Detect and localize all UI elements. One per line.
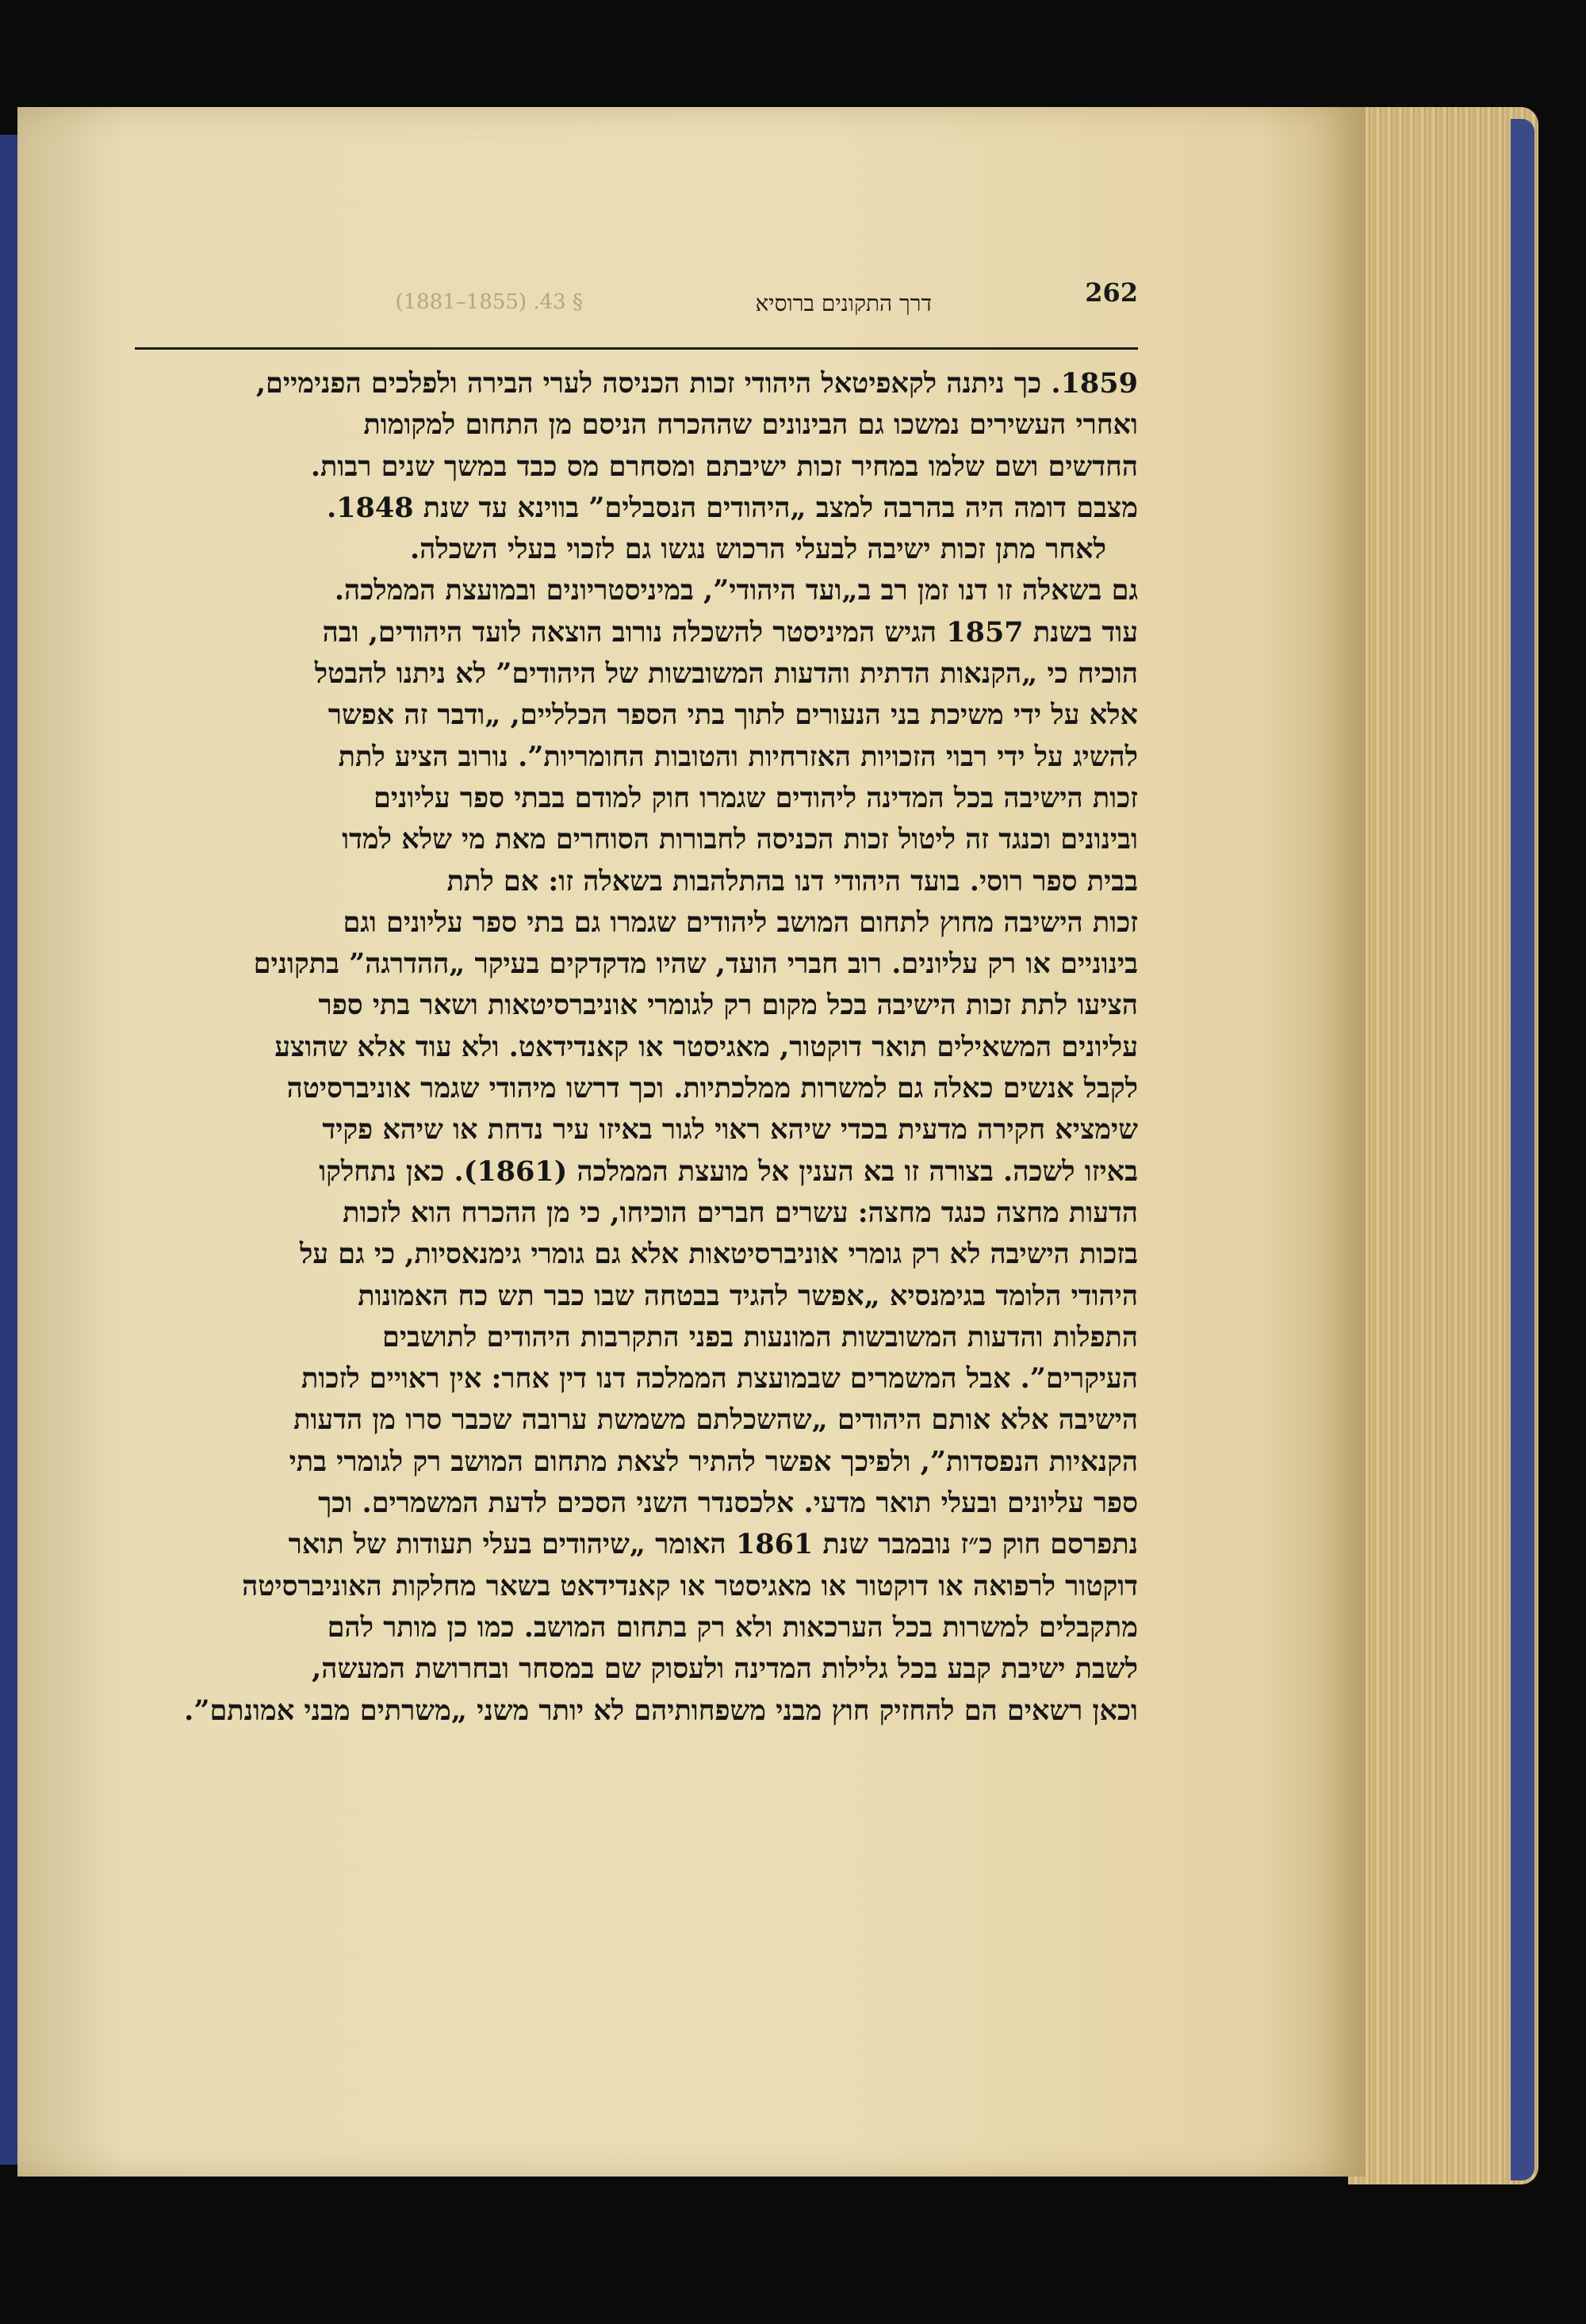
page-edges bbox=[1348, 107, 1538, 2184]
text-line: לאחר מתן זכות ישיבה לבעלי הרכוש נגשו גם לזכוי בעלי השכלה. bbox=[409, 533, 1106, 566]
text-line: לקבל אנשים כאלה גם למשרות ממלכתיות. וכך דרשו מיהודי שגמר אוניברסיטה bbox=[286, 1072, 1138, 1105]
text-line: מתקבלים למשרות בכל הערכאות ולא רק בתחום המושב. כמו כן מותר להם bbox=[327, 1610, 1138, 1644]
text-line: שימציא חקירה מדעית בכדי שיהא ראוי לגור באיזו עיר נדחת או שיהא פקיד bbox=[322, 1113, 1138, 1147]
page-header bbox=[135, 278, 1138, 325]
text-line: מצבם דומה היה בהרבה למצב „היהודים הנסבלים” בווינא עד שנת 1848. bbox=[326, 491, 1138, 524]
text-line: ובינונים וכנגד זה ליטול זכות הכניסה לחבורות הסוחרים מאת מי שלא למדו bbox=[342, 823, 1138, 856]
text-line: עליונים המשאילים תואר דוקטור, מאגיסטר או קאנדידאט. ולא עוד אלא שהוצע bbox=[274, 1030, 1138, 1063]
book-cover-left bbox=[0, 135, 17, 2165]
text-line: בזכות הישיבה לא רק גומרי אוניברסיטאות אלא גם גומרי גימנאסיות, כי גם על bbox=[299, 1238, 1138, 1271]
text-line: 1859. כך ניתנה לקאפיטאל היהודי זכות הכניסה לערי הבירה ולפלכים הפנימיים, bbox=[255, 367, 1138, 400]
text-line: בינוניים או רק עליונים. רוב חברי הועד, שהיו מדקדקים בעיקר „ההדרגה” בתקונים bbox=[253, 948, 1138, 981]
body-text bbox=[155, 363, 1138, 1732]
page-number: 262 bbox=[1085, 278, 1138, 308]
text-line: להשיג על ידי רבוי הזכויות האזרחיות והטובות החומריות”. נורוב הציע לתת bbox=[338, 740, 1138, 773]
book-cover-right bbox=[1511, 119, 1534, 2180]
text-line: הקנאיות הנפסדות”, ולפיכך אפשר להתיר לצאת מתחום המושב רק לגומרי בתי bbox=[289, 1445, 1138, 1478]
text-line: נתפרסם חוק כ״ז נובמבר שנת 1861 האומר „שיהודים בעלי תעודות של תואר bbox=[288, 1528, 1138, 1561]
text-line: ספר עליונים ובעלי תואר מדעי. אלכסנדר השני הסכים לדעת המשמרים. וכך bbox=[318, 1487, 1138, 1520]
text-line: באיזו לשכה. בצורה זו בא הענין אל מועצת הממלכה (1861). כאן נתחלקו bbox=[319, 1154, 1138, 1188]
text-line: אלא על ידי משיכת בני הנעורים לתוך בתי הספר הכלליים, „ודבר זה אפשר bbox=[328, 699, 1138, 732]
text-line: ואחרי העשירים נמשכו גם הבינונים שההכרח הניסם מן התחום למקומות bbox=[363, 408, 1138, 442]
text-line: עוד בשנת 1857 הגיש המיניסטר להשכלה נורוב הוצאה לועד היהודים, ובה bbox=[322, 615, 1138, 649]
text-line: וכאן רשאים הם להחזיק חוץ מבני משפחותיהם לא יותר משני „משרתים מבני אמונתם”. bbox=[184, 1694, 1138, 1727]
text-line: החדשים ושם שלמו במחיר זכות ישיבתם ומסחרם מס כבד במשך שנים רבות. bbox=[310, 450, 1138, 483]
text-line: דוקטור לרפואה או דוקטור או מאגיסטר או קאנדידאט בשאר מחלקות האוניברסיטה bbox=[242, 1569, 1138, 1602]
text-line: זכות הישיבה בכל המדינה ליהודים שגמרו חוק למודם בבתי ספר עליונים bbox=[373, 781, 1138, 814]
header-rule bbox=[135, 347, 1138, 350]
show-through-text: (1881–1855) .43 § bbox=[395, 290, 583, 314]
running-head: דרך התקונים ברוסיא bbox=[755, 290, 932, 316]
text-line: הציעו לתת זכות הישיבה בכל מקום רק לגומרי אוניברסיטאות ושאר בתי ספר bbox=[318, 989, 1138, 1022]
text-line: היהודי הלומד בגימנסיא „אפשר להגיד בבטחה שבו כבר תש כח האמונות bbox=[358, 1279, 1138, 1312]
text-line: הישיבה אלא אותם היהודים „שהשכלתם משמשת ערובה שכבר סרו מן הדעות bbox=[293, 1403, 1138, 1437]
text-line: זכות הישיבה מחוץ לתחום המושב ליהודים שגמרו גם בתי ספר עליונים וגם bbox=[343, 905, 1138, 939]
text-line: לשבת ישיבת קבע בכל גלילות המדינה ולעסוק שם במסחר ובחרושת המעשה, bbox=[312, 1652, 1138, 1686]
text-line: הדעות מחצה כנגד מחצה: עשרים חברים הוכיחו, כי מן ההכרח הוא לזכות bbox=[343, 1196, 1138, 1229]
text-line: גם בשאלה זו דנו זמן רב ב„ועד היהודי”, במיניסטריונים ובמועצת הממלכה. bbox=[334, 574, 1138, 607]
text-line: העיקרים”. אבל המשמרים שבמועצת הממלכה דנו דין אחר: אין ראויים לזכות bbox=[301, 1362, 1138, 1396]
text-line: התפלות והדעות המשובשות המונעות בפני התקרבות היהודים לתושבים bbox=[381, 1320, 1138, 1353]
text-line: הוכיח כי „הקנאות הדתית והדעות המשובשות של היהודים” לא ניתנו להבטל bbox=[314, 657, 1138, 691]
text-line: בבית ספר רוסי. בועד היהודי דנו בהתלהבות בשאלה זו: אם לתת bbox=[446, 864, 1138, 898]
